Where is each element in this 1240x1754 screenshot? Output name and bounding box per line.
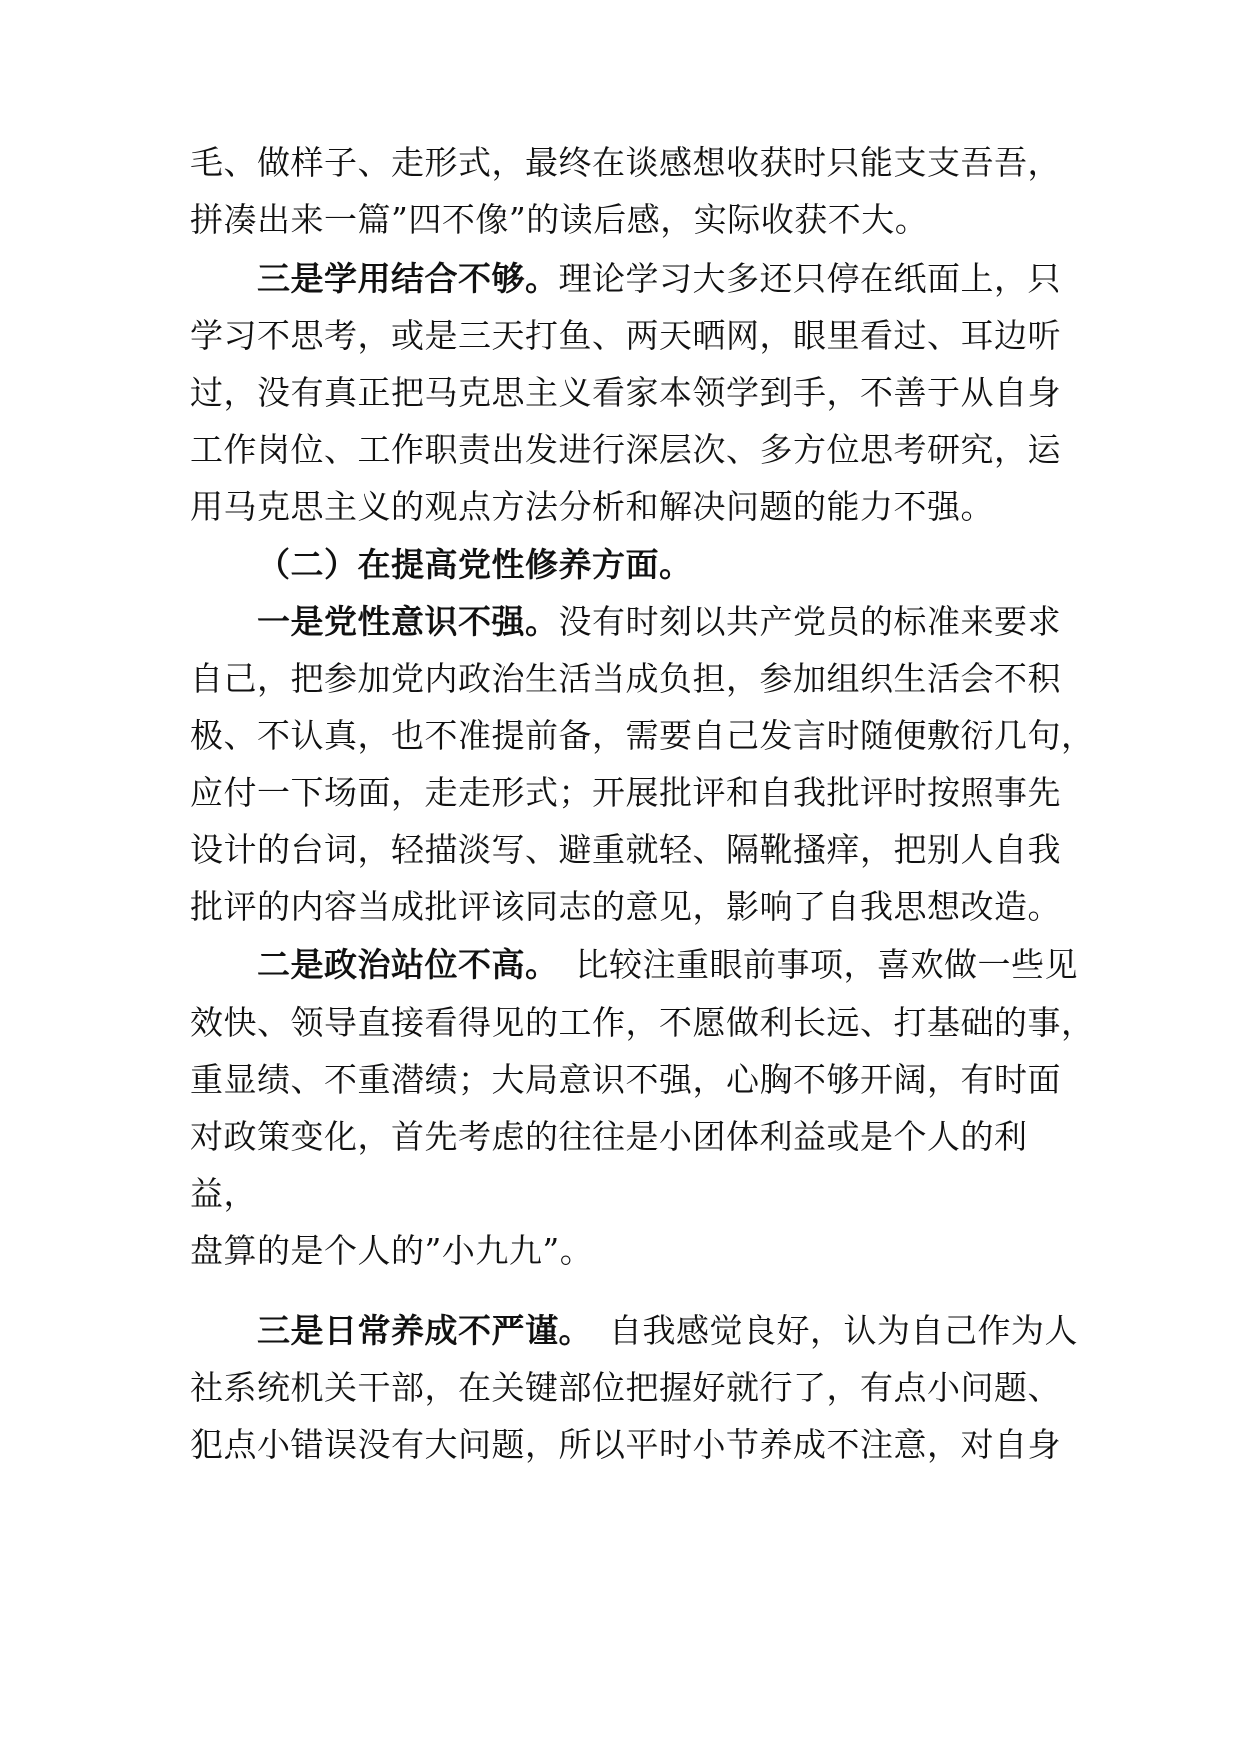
text-line	[190, 714, 1095, 758]
paragraph-heading-line	[257, 943, 1078, 987]
line-text: 自己，把参加党内政治生活当成负担，参加组织生活会不积	[190, 659, 1061, 698]
text-line	[190, 828, 1060, 872]
line-text: 学习不思考，或是三天打鱼、两天晒网，眼里看过、耳边听	[190, 316, 1061, 355]
line-text: 比较注重眼前事项，喜欢做一些见	[542, 945, 1078, 984]
text-line	[190, 1058, 1060, 1102]
text-line	[190, 885, 1060, 929]
line-text: 过，没有真正把马克思主义看家本领学到手，不善于从自身	[190, 373, 1061, 412]
text-line	[190, 1001, 1095, 1045]
text-line	[190, 1115, 1060, 1159]
section-heading	[257, 543, 1060, 587]
line-text: 犯点小错误没有大问题，所以平时小节养成不注意，对自身	[190, 1425, 1061, 1464]
line-text: 自我感觉良好，认为自己作为人	[575, 1311, 1078, 1350]
paragraph-lead: 三是学用结合不够。	[257, 259, 559, 298]
text-line	[190, 771, 1060, 815]
text-line	[190, 428, 1060, 472]
line-text: 设计的台词，轻描淡写、避重就轻、隔靴搔痒，把别人自我	[190, 830, 1061, 869]
text-line	[190, 657, 1060, 701]
line-text: 理论学习大多还只停在纸面上，只	[558, 259, 1061, 298]
text-line	[190, 1229, 1060, 1273]
line-text: 社系统机关干部，在关键部位把握好就行了，有点小问题、	[190, 1368, 1061, 1407]
paragraph-lead: 二是政治站位不高。	[257, 945, 542, 984]
text-line	[190, 198, 1060, 242]
section-heading-text: （二）在提高党性修养方面。	[257, 545, 693, 584]
line-text: 毛、做样子、走形式，最终在谈感想收获时只能支支吾吾，	[190, 143, 1061, 182]
line-text: 益，	[190, 1174, 257, 1213]
text-line	[190, 1423, 1060, 1467]
paragraph-heading-line	[257, 1309, 1078, 1353]
text-line	[190, 485, 1060, 529]
text-line	[190, 1366, 1060, 1410]
line-text: 没有时刻以共产党员的标准来要求	[558, 602, 1061, 641]
line-text: 极、不认真，也不准提前备，需要自己发言时随便敷衍几句，	[190, 716, 1095, 755]
paragraph-heading-line	[257, 600, 1060, 644]
line-text: 对政策变化，首先考虑的往往是小团体利益或是个人的利	[190, 1117, 1028, 1156]
text-line	[190, 1172, 1060, 1216]
paragraph-heading-line	[257, 257, 1060, 301]
line-text: 批评的内容当成批评该同志的意见，影响了自我思想改造。	[190, 887, 1061, 926]
line-text: 工作岗位、工作职责出发进行深层次、多方位思考研究，运	[190, 430, 1061, 469]
text-line	[190, 371, 1060, 415]
line-text: 拼凑出来一篇”四不像”的读后感，实际收获不大。	[190, 200, 929, 239]
line-text: 盘算的是个人的”小九九”。	[190, 1231, 594, 1270]
paragraph-lead: 一是党性意识不强。	[257, 602, 559, 641]
text-line	[190, 141, 1060, 185]
line-text: 重显绩、不重潜绩；大局意识不强，心胸不够开阔，有时面	[190, 1060, 1061, 1099]
line-text: 应付一下场面，走走形式；开展批评和自我批评时按照事先	[190, 773, 1061, 812]
line-text: 用马克思主义的观点方法分析和解决问题的能力不强。	[190, 487, 994, 526]
line-text: 效快、领导直接看得见的工作，不愿做利长远、打基础的事，	[190, 1003, 1095, 1042]
paragraph-lead: 三是日常养成不严谨。	[257, 1311, 576, 1350]
text-line	[190, 314, 1060, 358]
